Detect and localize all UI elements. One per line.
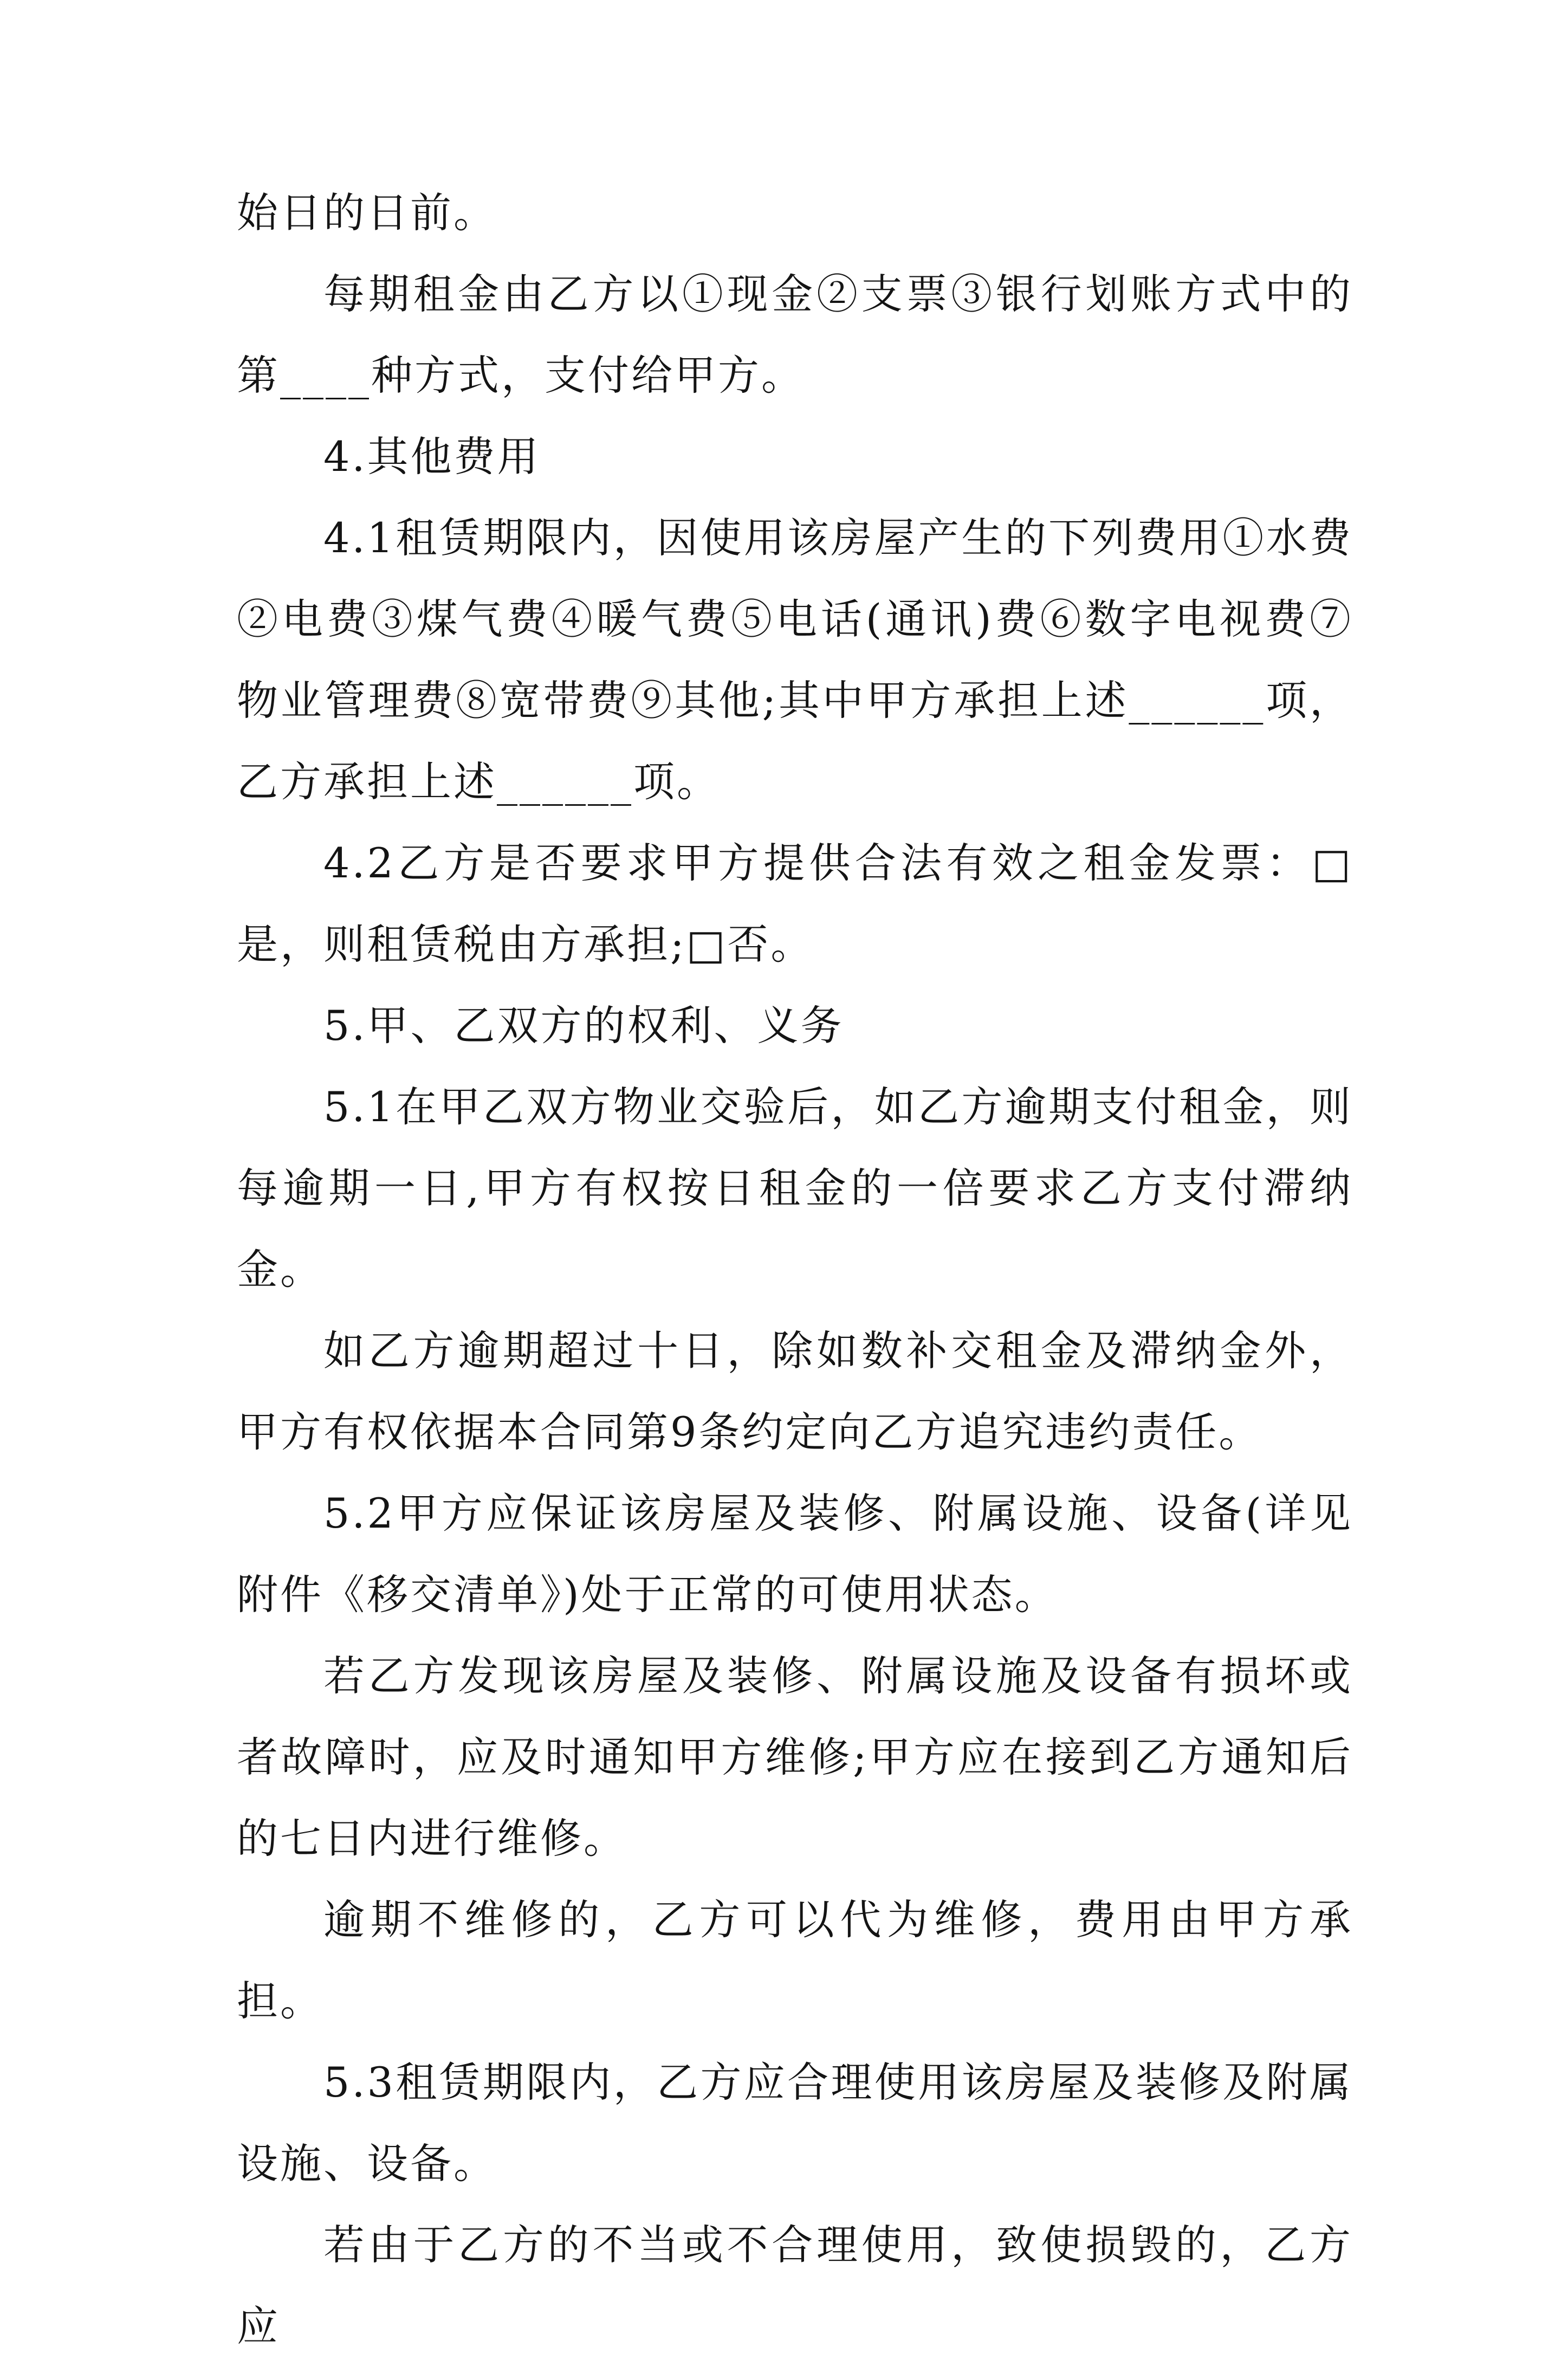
section-heading: 5.甲、乙双方的权利、义务 xyxy=(323,1001,844,1050)
paragraph: 5.2甲方应保证该房屋及装修、附属设施、设备(详见附件《移交清单》)处于正常的可使用状态。 xyxy=(237,1489,1353,1619)
paragraph: 4.2乙方是否要求甲方提供合法有效之租金发票：□是，则租赁税由方承担;□否。 xyxy=(237,839,1353,968)
paragraph: 若由于乙方的不当或不合理使用，致使损毁的，乙方应 xyxy=(237,2221,1353,2350)
paragraph: 每期租金由乙方以①现金②支票③银行划账方式中的第____种方式，支付给甲方。 xyxy=(237,270,1353,399)
paragraph: 如乙方逾期超过十日，除如数补交租金及滞纳金外，甲方有权依据本合同第9条约定向乙方追究违约责任。 xyxy=(237,1327,1353,1456)
section-heading: 4.其他费用 xyxy=(323,432,541,481)
document-body xyxy=(237,172,1353,2367)
paragraph: 若乙方发现该房屋及装修、附属设施及设备有损坏或者故障时，应及时通知甲方维修;甲方应在接到乙方通知后的七日内进行维修。 xyxy=(237,1652,1353,1862)
paragraph: 始日的日前。 xyxy=(237,189,497,237)
paragraph: 5.1在甲乙双方物业交验后，如乙方逾期支付租金，则每逾期一日,甲方有权按日租金的一倍要求乙方支付滞纳金。 xyxy=(237,1083,1353,1294)
paragraph: 4.1租赁期限内，因使用该房屋产生的下列费用①水费②电费③煤气费④暖气费⑤电话(通讯)费⑥数字电视费⑦物业管理费⑧宽带费⑨其他;其中甲方承担上述______项，乙方承担上述______项。 xyxy=(237,514,1353,806)
paragraph: 逾期不维修的，乙方可以代为维修，费用由甲方承担。 xyxy=(237,1896,1353,2025)
paragraph: 5.3租赁期限内，乙方应合理使用该房屋及装修及附属设施、设备。 xyxy=(237,2058,1353,2188)
